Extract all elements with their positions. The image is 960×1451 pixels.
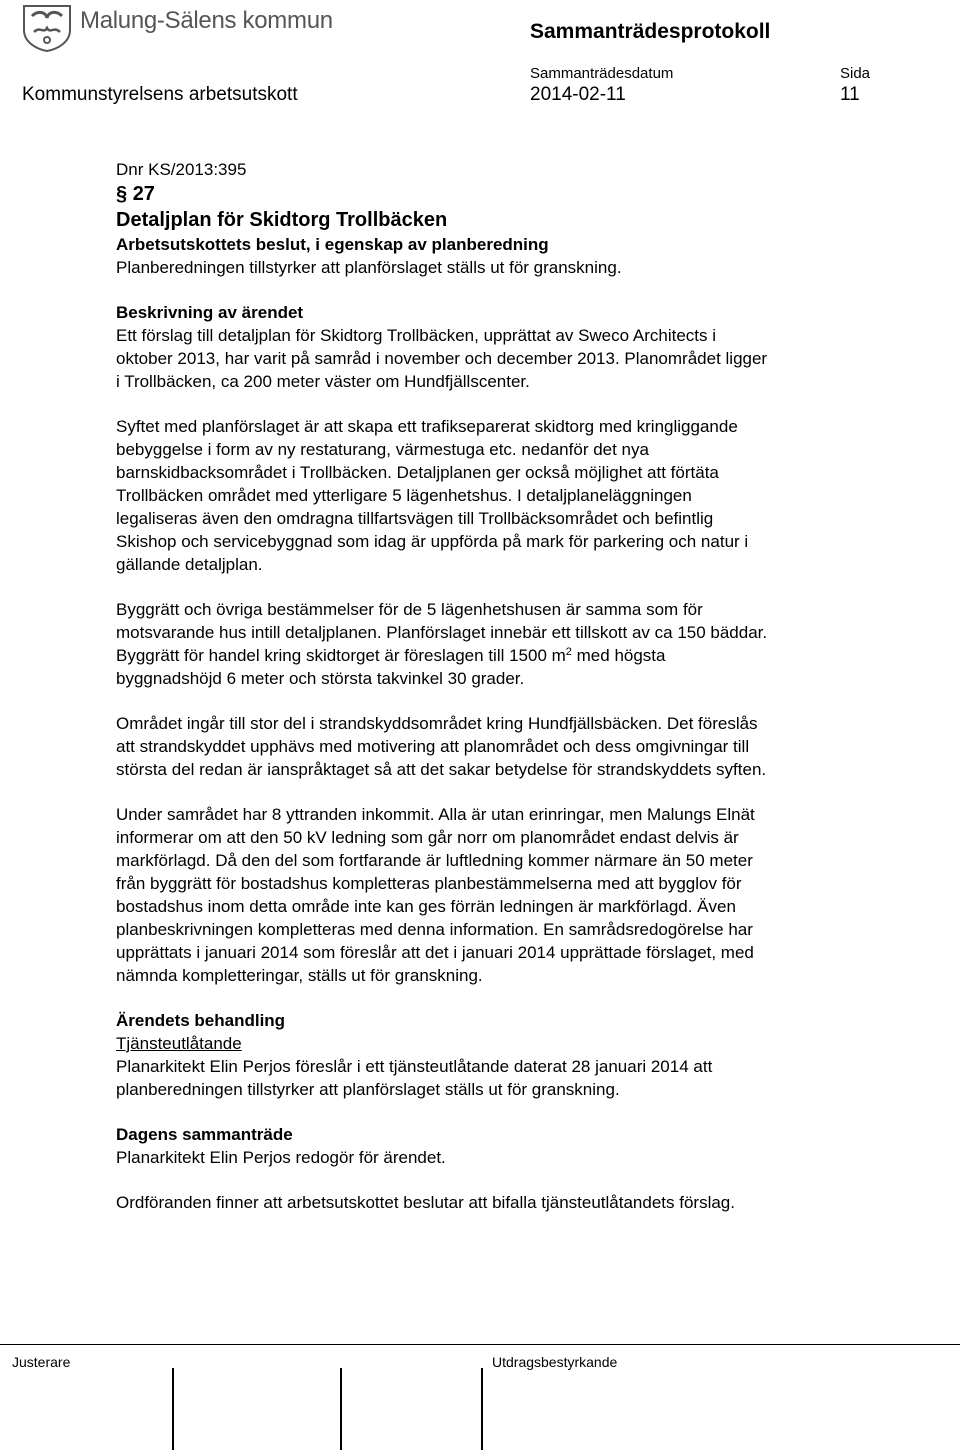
text-line: planbeskrivningen kompletteras med denna information. En samrådsredogörelse har — [116, 920, 753, 939]
page-label: Sida — [840, 65, 871, 82]
document-body — [116, 158, 916, 1214]
coat-of-arms-icon — [24, 6, 70, 51]
document-type: Sammanträdesprotokoll — [530, 20, 771, 43]
text-line: barnskidbacksområdet i Trollbäcken. Detaljplanen ger också möjlighet att förtäta — [116, 463, 719, 482]
text-line: motsvarande hus intill detaljplanen. Planförslaget innebär ett tillskott av ca 150 bäddar. — [116, 623, 768, 642]
text-line: Området ingår till stor del i strandskyddsområdet kring Hundfjällsbäcken. Det föreslås — [116, 714, 758, 733]
text-line: oktober 2013, har varit på samråd i november och december 2013. Planområdet ligger — [116, 349, 768, 368]
decision-heading: Arbetsutskottets beslut, i egenskap av planberedning — [116, 235, 549, 254]
superscript: 2 — [565, 646, 572, 658]
case-title: Detaljplan för Skidtorg Trollbäcken — [116, 209, 448, 231]
logo-text: Malung-Sälens kommun — [80, 7, 333, 34]
handling-subheading: Tjänsteutlåtande — [116, 1034, 242, 1053]
description-paragraph-2 — [116, 415, 916, 576]
date-label: Sammanträdesdatum — [530, 65, 674, 82]
meeting-date: 2014-02-11 — [530, 84, 626, 105]
description-paragraph-3 — [116, 598, 916, 690]
text-line: bebyggelse i form av ny restaturang, värmestuga etc. nedanför det nya — [116, 440, 649, 459]
signature-box-divider — [481, 1368, 483, 1450]
text-line: Skishop och servicebyggnad som idag är uppförda på mark för parkering och natur i — [116, 532, 749, 551]
text-line: gällande detaljplan. — [116, 555, 263, 574]
page-number: 11 — [840, 84, 860, 105]
description-paragraph-4 — [116, 712, 916, 781]
handling-heading: Ärendets behandling — [116, 1011, 286, 1030]
description-paragraph-5 — [116, 803, 916, 987]
text-fragment: Byggrätt för handel kring skidtorget är föreslagen till 1500 m — [116, 646, 566, 665]
text-line: Byggrätt och övriga bestämmelser för de 5 lägenhetshusen är samma som för — [116, 600, 703, 619]
section-heading — [116, 181, 916, 207]
adjusters-label: Justerare — [12, 1354, 71, 1370]
text-line: markförlagd. Då den del som fortfarande är luftledning kommer närmare än 50 meter — [116, 851, 753, 870]
text-line — [116, 644, 916, 667]
text-line: legaliseras även den omdragna tillfartsvägen till Trollbäcksområdet och befintlig — [116, 509, 714, 528]
text-line: största del redan är ianspråktaget så att det sakar betydelse för strandskyddets syften. — [116, 760, 767, 779]
text-line: Planarkitekt Elin Perjos föreslår i ett tjänsteutlåtande daterat 28 januari 2014 att — [116, 1057, 713, 1076]
text-line: från byggrätt för bostadshus kompletteras planbestämmelserna med att bygglov för — [116, 874, 742, 893]
footer-divider — [0, 1344, 960, 1345]
decision-text: Planberedningen tillstyrker att planförslaget ställs ut för granskning. — [116, 258, 622, 277]
text-line: att strandskyddet upphävs med motivering att planområdet och dess omgivningar till — [116, 737, 750, 756]
text-line: bostadshus inom detta område inte kan ges förrän ledningen är markförlagd. Även — [116, 897, 736, 916]
text-line: Under samrådet har 8 yttranden inkommit. Alla är utan erinringar, men Malungs Elnät — [116, 805, 755, 824]
conclusion-text: Ordföranden finner att arbetsutskottet beslutar att bifalla tjänsteutlåtandets förslag. — [116, 1193, 735, 1212]
text-line: upprättats i januari 2014 som föreslår att det i januari 2014 upprättade förslaget, med — [116, 943, 754, 962]
text-line: Trollbäcken området med ytterligare 5 lägenhetshus. I detaljplaneläggningen — [116, 486, 692, 505]
section-number: 27 — [132, 183, 155, 205]
text-line: nämnda kompletteringar, ställs ut för granskning. — [116, 966, 483, 985]
text-line: byggnadshöjd 6 meter och största takvinkel 30 grader. — [116, 669, 525, 688]
signature-box-divider — [340, 1368, 342, 1450]
text-line: planberedningen tillstyrker att planförslaget ställs ut för granskning. — [116, 1080, 620, 1099]
description-paragraph-1 — [116, 324, 916, 393]
body-name: Kommunstyrelsens arbetsutskott — [22, 84, 298, 105]
text-fragment: med högsta — [571, 646, 666, 665]
case-number: Dnr KS/2013:395 — [116, 160, 247, 179]
signature-box-divider — [172, 1368, 174, 1450]
certifier-label: Utdragsbestyrkande — [492, 1354, 618, 1370]
text-line: Syftet med planförslaget är att skapa ett trafikseparerat skidtorg med kringliggande — [116, 417, 738, 436]
text-line: Ett förslag till detaljplan för Skidtorg Trollbäcken, upprättat av Sweco Architects i — [116, 326, 717, 345]
text-line: informerar om att den 50 kV ledning som går norr om planområdet endast delvis är — [116, 828, 739, 847]
meeting-heading: Dagens sammanträde — [116, 1125, 293, 1144]
section-symbol: § — [116, 183, 128, 205]
meeting-text: Planarkitekt Elin Perjos redogör för ärendet. — [116, 1148, 446, 1167]
text-line: i Trollbäcken, ca 200 meter väster om Hundfjällscenter. — [116, 372, 530, 391]
description-heading: Beskrivning av ärendet — [116, 303, 304, 322]
